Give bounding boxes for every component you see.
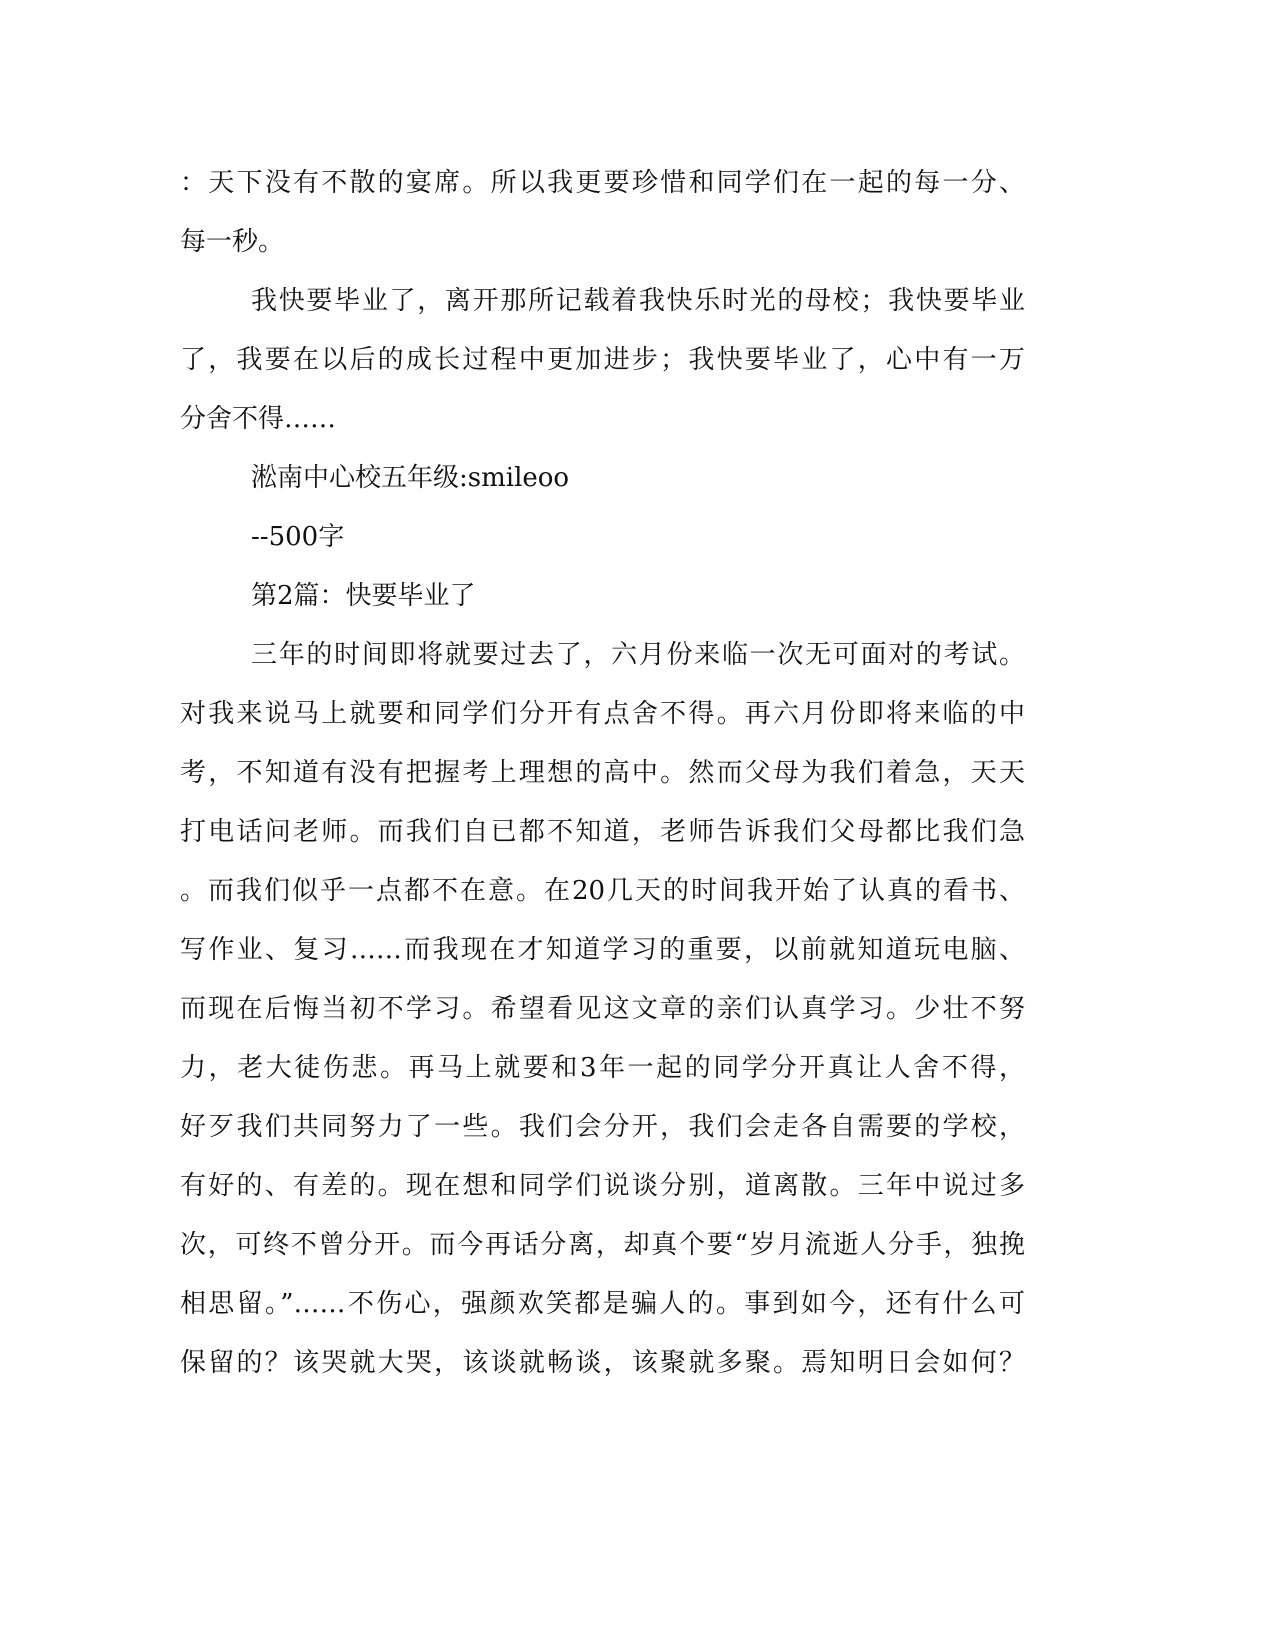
text-line: 力，老大徒伤悲。再马上就要和3年一起的同学分开真让人舍不得，	[180, 1053, 1025, 1083]
text-line: 我快要毕业了，离开那所记载着我快乐时光的母校；我快要毕业	[251, 286, 1025, 316]
text-line: 写作业、复习……而我现在才知道学习的重要，以前就知道玩电脑、	[180, 935, 1025, 965]
text-line: ：天下没有不散的宴席。所以我更要珍惜和同学们在一起的每一分、	[180, 168, 1025, 198]
text-line: --500字	[251, 522, 345, 552]
text-line: 保留的？该哭就大哭，该谈就畅谈，该聚就多聚。焉知明日会如何？	[180, 1348, 1025, 1378]
text-line: 考，不知道有没有把握考上理想的高中。然而父母为我们着急，天天	[180, 758, 1025, 788]
text-line: 相思留。”……不伤心，强颜欢笑都是骗人的。事到如今，还有什么可	[180, 1289, 1025, 1319]
text-line: 了，我要在以后的成长过程中更加进步；我快要毕业了，心中有一万	[180, 345, 1025, 375]
text-line: 三年的时间即将就要过去了，六月份来临一次无可面对的考试。	[251, 640, 1025, 670]
text-line: 淞南中心校五年级:smileoo	[251, 463, 570, 493]
text-line: 有好的、有差的。现在想和同学们说谈分别，道离散。三年中说过多	[180, 1171, 1025, 1201]
text-line: 而现在后悔当初不学习。希望看见这文章的亲们认真学习。少壮不努	[180, 994, 1025, 1024]
text-line: 每一秒。	[180, 227, 285, 257]
text-line: 。而我们似乎一点都不在意。在20几天的时间我开始了认真的看书、	[180, 876, 1025, 906]
text-line: 对我来说马上就要和同学们分开有点舍不得。再六月份即将来临的中	[180, 699, 1025, 729]
text-line: 第2篇：快要毕业了	[251, 581, 476, 611]
text-line: 分舍不得……	[180, 404, 337, 434]
text-line: 打电话问老师。而我们自已都不知道，老师告诉我们父母都比我们急	[180, 817, 1025, 847]
text-line: 次，可终不曾分开。而今再话分离，却真个要“岁月流逝人分手，独挽	[180, 1230, 1025, 1260]
text-line: 好歹我们共同努力了一些。我们会分开，我们会走各自需要的学校，	[180, 1112, 1025, 1142]
